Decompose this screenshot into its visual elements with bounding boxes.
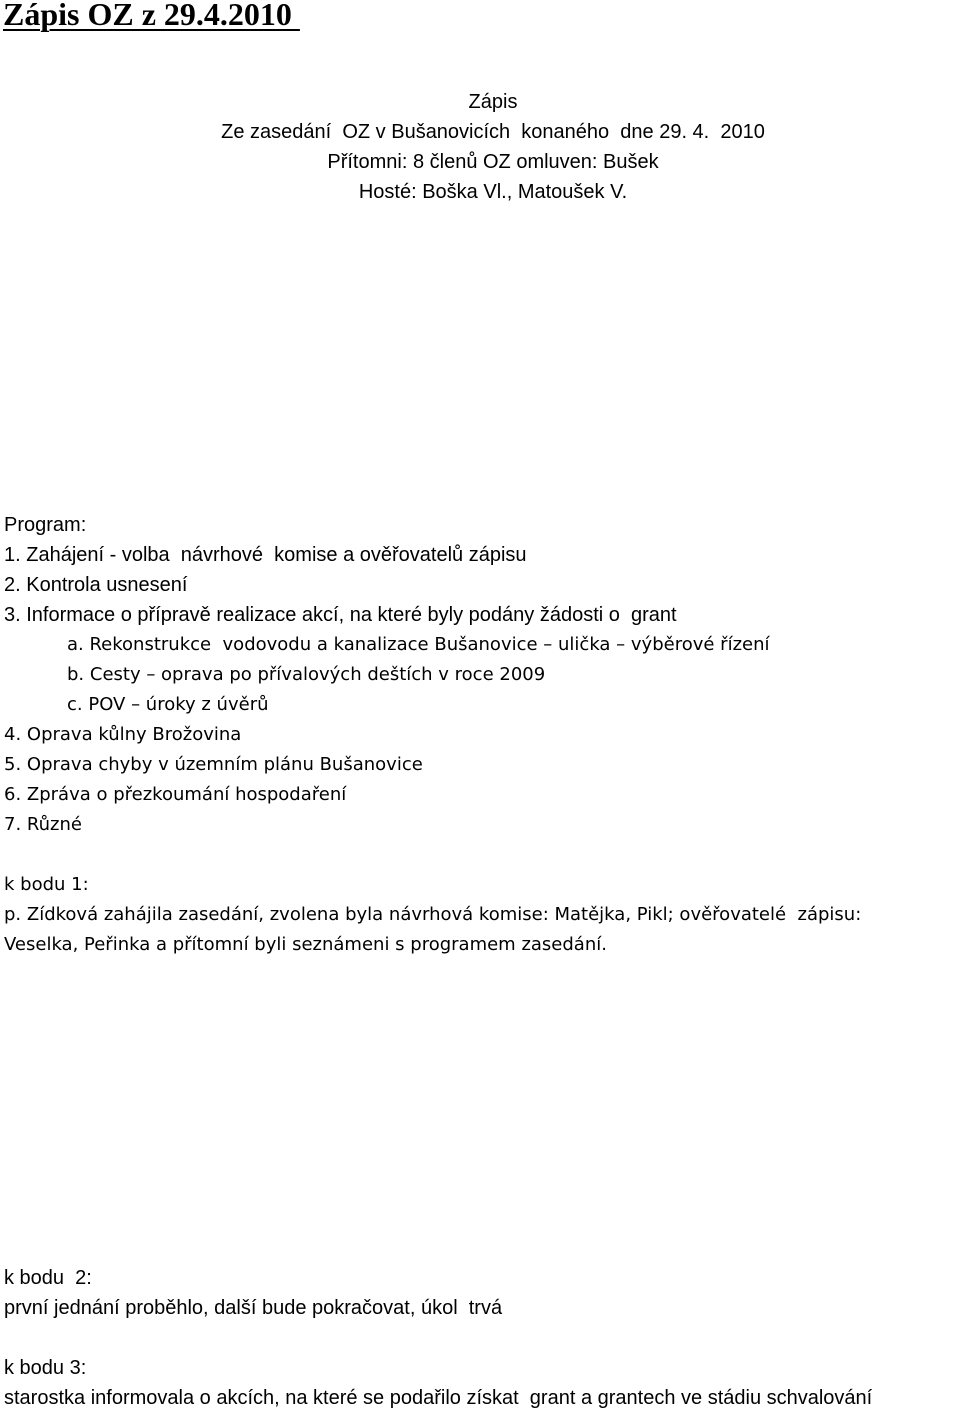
program-item: 7. Různé <box>4 814 82 835</box>
section-heading-bod2: k bodu 2: <box>4 1267 92 1289</box>
document-title: Zápis OZ z 29.4.2010 <box>3 0 300 32</box>
section-heading-bod3: k bodu 3: <box>4 1357 87 1379</box>
section-text-bod1: p. Zídková zahájila zasedání, zvolena byla návrhová komise: Matějka, Pikl; ověřovatelé zápisu: <box>4 904 862 925</box>
program-item: 2. Kontrola usnesení <box>4 574 188 596</box>
program-subitem: b. Cesty – oprava po přívalových deštích v roce 2009 <box>67 664 546 685</box>
header-heading: Zápis <box>468 91 518 113</box>
header-guests: Hosté: Boška Vl., Matoušek V. <box>358 181 628 203</box>
section-text-bod1-cont: Veselka, Peřinka a přítomní byli seznámeni s programem zasedání. <box>4 934 607 955</box>
program-subitem: c. POV – úroky z úvěrů <box>67 694 269 715</box>
program-label: Program: <box>4 514 87 536</box>
program-item: 5. Oprava chyby v územním plánu Bušanovice <box>4 754 423 775</box>
section-text-bod2: první jednání proběhlo, další bude pokračovat, úkol trvá <box>4 1297 503 1319</box>
header-attendance: Přítomni: 8 členů OZ omluven: Bušek <box>327 151 659 173</box>
program-item: 6. Zpráva o přezkoumání hospodaření <box>4 784 347 805</box>
program-item: 4. Oprava kůlny Brožovina <box>4 724 242 745</box>
section-text-bod3: starostka informovala o akcích, na které se podařilo získat grant a grantech ve stádiu schvalování <box>4 1387 873 1409</box>
program-item: 3. Informace o přípravě realizace akcí, na které byly podány žádosti o grant <box>4 604 677 626</box>
header-meeting-info: Ze zasedání OZ v Bušanovicích konaného dne 29. 4. 2010 <box>221 121 765 143</box>
program-subitem: a. Rekonstrukce vodovodu a kanalizace Bušanovice – ulička – výběrové řízení <box>67 634 770 655</box>
program-item: 1. Zahájení - volba návrhové komise a ověřovatelů zápisu <box>4 544 527 566</box>
section-heading-bod1: k bodu 1: <box>4 874 89 895</box>
